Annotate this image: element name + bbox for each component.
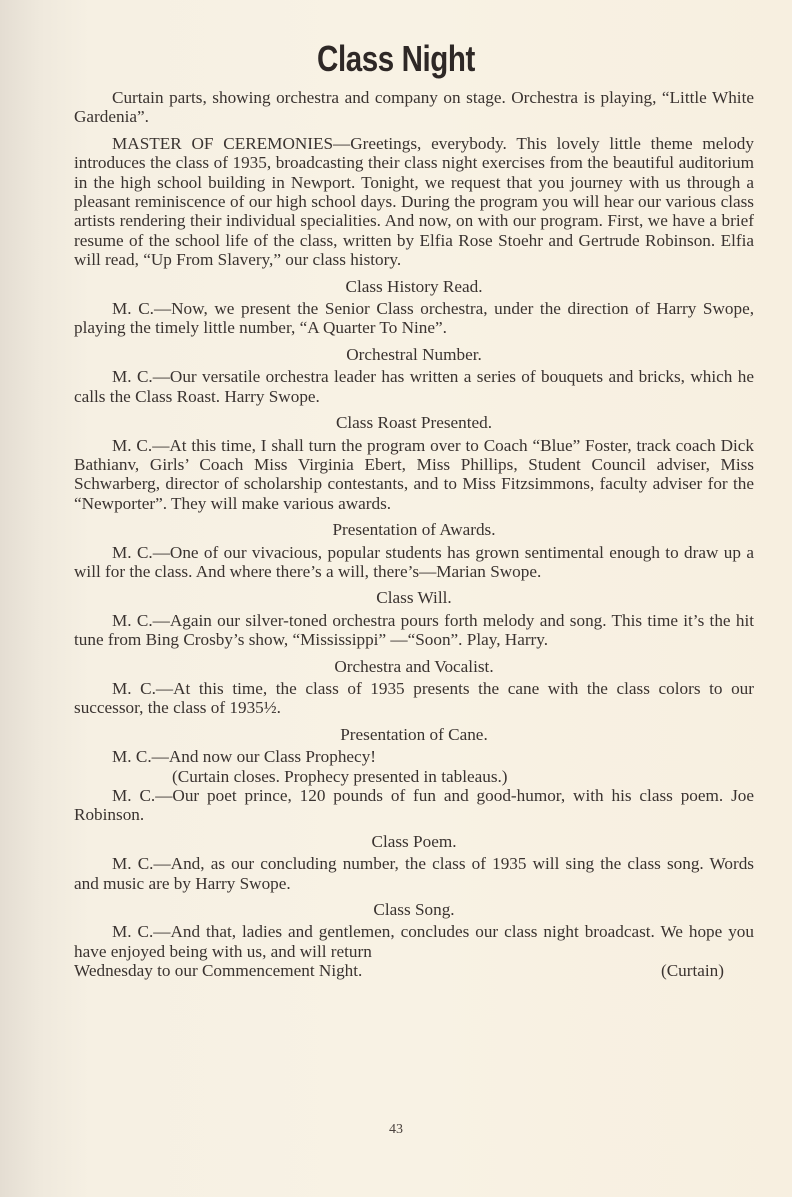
page-number: 43 [389,1122,403,1137]
mc-vocal-paragraph: M. C.—Again our silver-toned orchestra pours forth melody and song. This time it’s the hit tune from Bing Crosby’s show, “Mississippi” —“Soon”. Play, Harry. [74,610,754,650]
heading-orchestral-number: Orchestral Number. [346,344,482,364]
mc-poem-paragraph: M. C.—Our poet prince, 120 pounds of fun and good-humor, with his class poem. Joe Robinson. [74,786,754,825]
mc-awards-paragraph: M. C.—At this time, I shall turn the program over to Coach “Blue” Foster, track coach Dick Bathianv, Girls’ Coach Miss Virginia Ebert, Miss Phillips, Student Council adviser, Miss Schwarberg, director of scholarship contestants, and to Miss Fitzsimmons, faculty adviser for the “Newporter”. They will make various awards. [74,435,754,513]
mc-roast-paragraph: M. C.—Our versatile orchestra leader has written a series of bouquets and bricks, which he calls the Class Roast. Harry Swope. [74,367,754,406]
stage-direction-prophecy: (Curtain closes. Prophecy presented in tableaus.) [172,766,508,786]
mc-prophecy-paragraph: M. C.—And now our Class Prophecy! [112,747,377,767]
mc-cane-paragraph: M. C.—At this time, the class of 1935 presents the cane with the class colors to our successor, the class of 1935½. [74,678,754,718]
intro-paragraph: Curtain parts, showing orchestra and company on stage. Orchestra is playing, “Little White Gardenia”. [74,88,754,127]
heading-class-song: Class Song. [373,900,455,920]
heading-presentation-awards: Presentation of Awards. [332,520,496,540]
heading-orchestra-vocalist: Orchestra and Vocalist. [334,656,494,676]
mc-closing-last-text: Wednesday to our Commencement Night. [74,961,363,981]
mc-will-paragraph: M. C.—One of our vivacious, popular students has grown sentimental enough to draw up a will for the class. And where there’s a will, there’s—Marian Swope. [74,542,754,581]
heading-class-history: Class History Read. [345,276,483,296]
stage-direction-curtain: (Curtain) [660,961,724,981]
mc-closing-paragraph: M. C.—And that, ladies and gentlemen, concludes our class night broadcast. We hope you have enjoyed being with us, and will return [74,922,754,961]
heading-class-roast: Class Roast Presented. [335,413,493,433]
mc-song-paragraph: M. C.—And, as our concluding number, the class of 1935 will sing the class song. Words and music are by Harry Swope. [74,854,754,893]
heading-presentation-cane: Presentation of Cane. [340,724,488,744]
mc-orchestra-paragraph: M. C.—Now, we present the Senior Class orchestra, under the direction of Harry Swope, playing the timely little number, “A Quarter To Nine”. [74,299,754,338]
closing-last-line [74,961,754,980]
heading-class-will: Class Will. [376,588,452,608]
heading-class-poem: Class Poem. [371,831,457,851]
script-body [74,88,754,981]
mc-opening-paragraph: MASTER OF CEREMONIES—Greetings, everybody. This lovely little theme melody introduces the class of 1935, broadcasting their class night exercises from the beautiful auditorium in the high school building in Newport. Tonight, we request that you journey with us through a pleasant reminiscence of our high school days. During the program you will hear our various class artists rendering their individual specialities. And now, on with our program. First, we have a brief resume of the school life of the class, written by Elfia Rose Stoehr and Gertrude Robinson. Elfia will read, “Up From Slavery,” our class history. [74,133,754,270]
page-title: Class Night [317,38,475,79]
